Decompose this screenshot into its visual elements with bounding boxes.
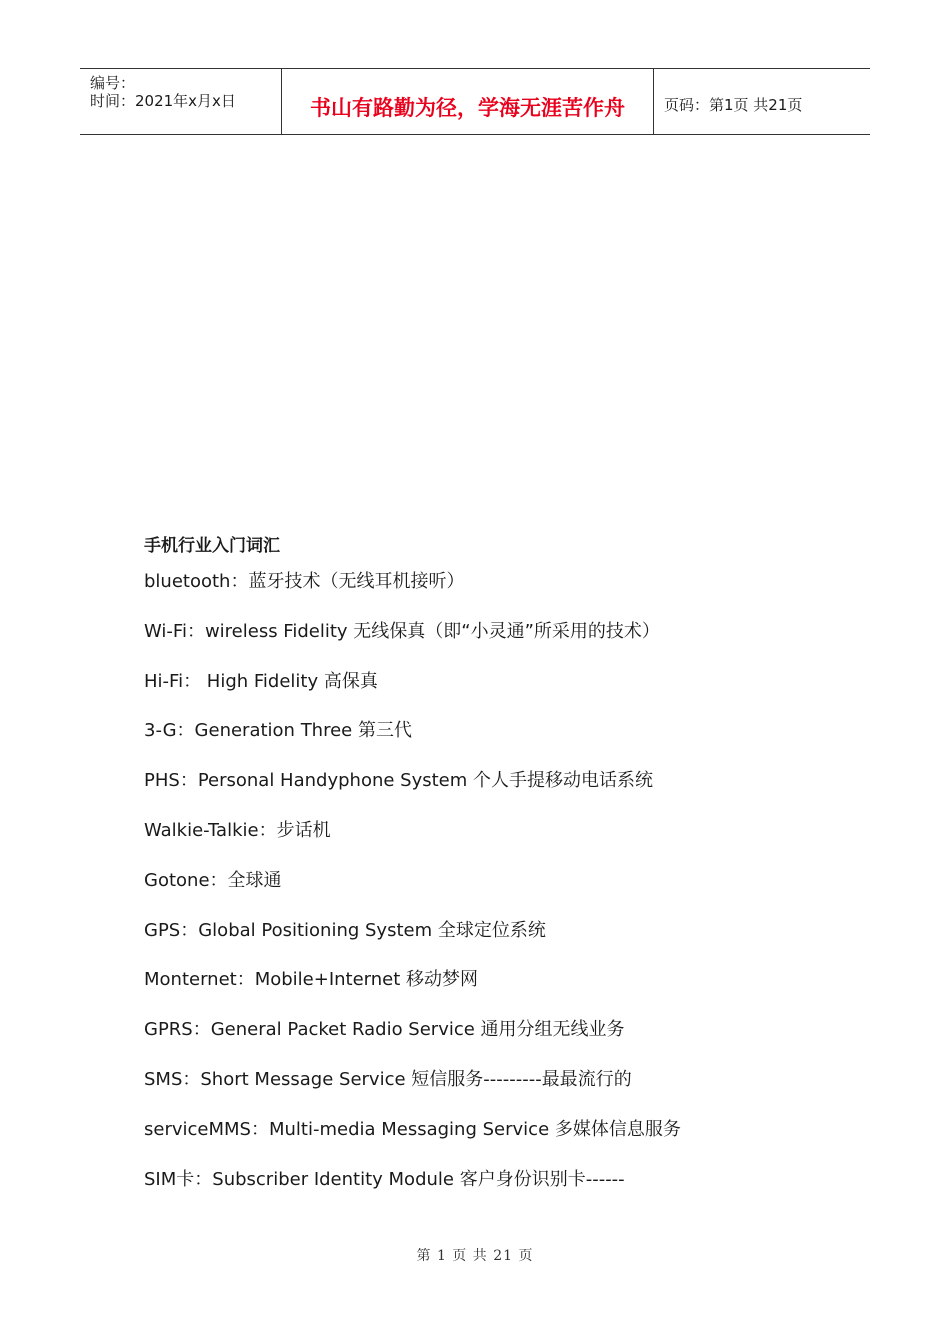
glossary-entry: GPRS：General Packet Radio Service 通用分组无线业务 bbox=[144, 1019, 625, 1041]
glossary-entry: 3-G：Generation Three 第三代 bbox=[144, 720, 412, 742]
page-header bbox=[80, 68, 870, 135]
glossary-entry: serviceMMS：Multi-media Messaging Service 多媒体信息服务 bbox=[144, 1118, 681, 1140]
glossary-entry: Hi-Fi： High Fidelity 高保真 bbox=[144, 670, 378, 692]
header-motto-cell bbox=[281, 69, 654, 134]
glossary-entry: Walkie-Talkie：步话机 bbox=[144, 819, 331, 841]
glossary-entry: Monternet：Mobile+Internet 移动梦网 bbox=[144, 969, 479, 991]
glossary-entry: SMS：Short Message Service 短信服务---------最最流行的 bbox=[144, 1068, 632, 1090]
glossary-entry: bluetooth：蓝牙技术（无线耳机接听） bbox=[144, 571, 465, 592]
glossary-entry: Wi-Fi：wireless Fidelity 无线保真（即“小灵通”所采用的技术） bbox=[144, 620, 660, 642]
header-info-cell bbox=[80, 69, 281, 134]
page-code: 页码：第1页 共21页 bbox=[664, 96, 803, 114]
time-label: 时间：2021年x月x日 bbox=[90, 92, 236, 110]
header-page-cell bbox=[654, 69, 870, 134]
glossary-entry: SIM卡：Subscriber Identity Module 客户身份识别卡------ bbox=[144, 1168, 625, 1190]
glossary-entry: Gotone：全球通 bbox=[144, 869, 282, 891]
glossary-entry: PHS：Personal Handyphone System 个人手提移动电话系统 bbox=[144, 770, 653, 792]
number-label: 编号： bbox=[90, 74, 136, 92]
motto-text: 书山有路勤为径，学海无涯苦作舟 bbox=[310, 95, 625, 120]
document-body bbox=[144, 532, 844, 1217]
page-footer: 第 1 页 共 21 页 bbox=[416, 1248, 534, 1264]
glossary-entry: GPS：Global Positioning System 全球定位系统 bbox=[144, 919, 546, 941]
document-title: 手机行业入门词汇 bbox=[144, 536, 280, 556]
